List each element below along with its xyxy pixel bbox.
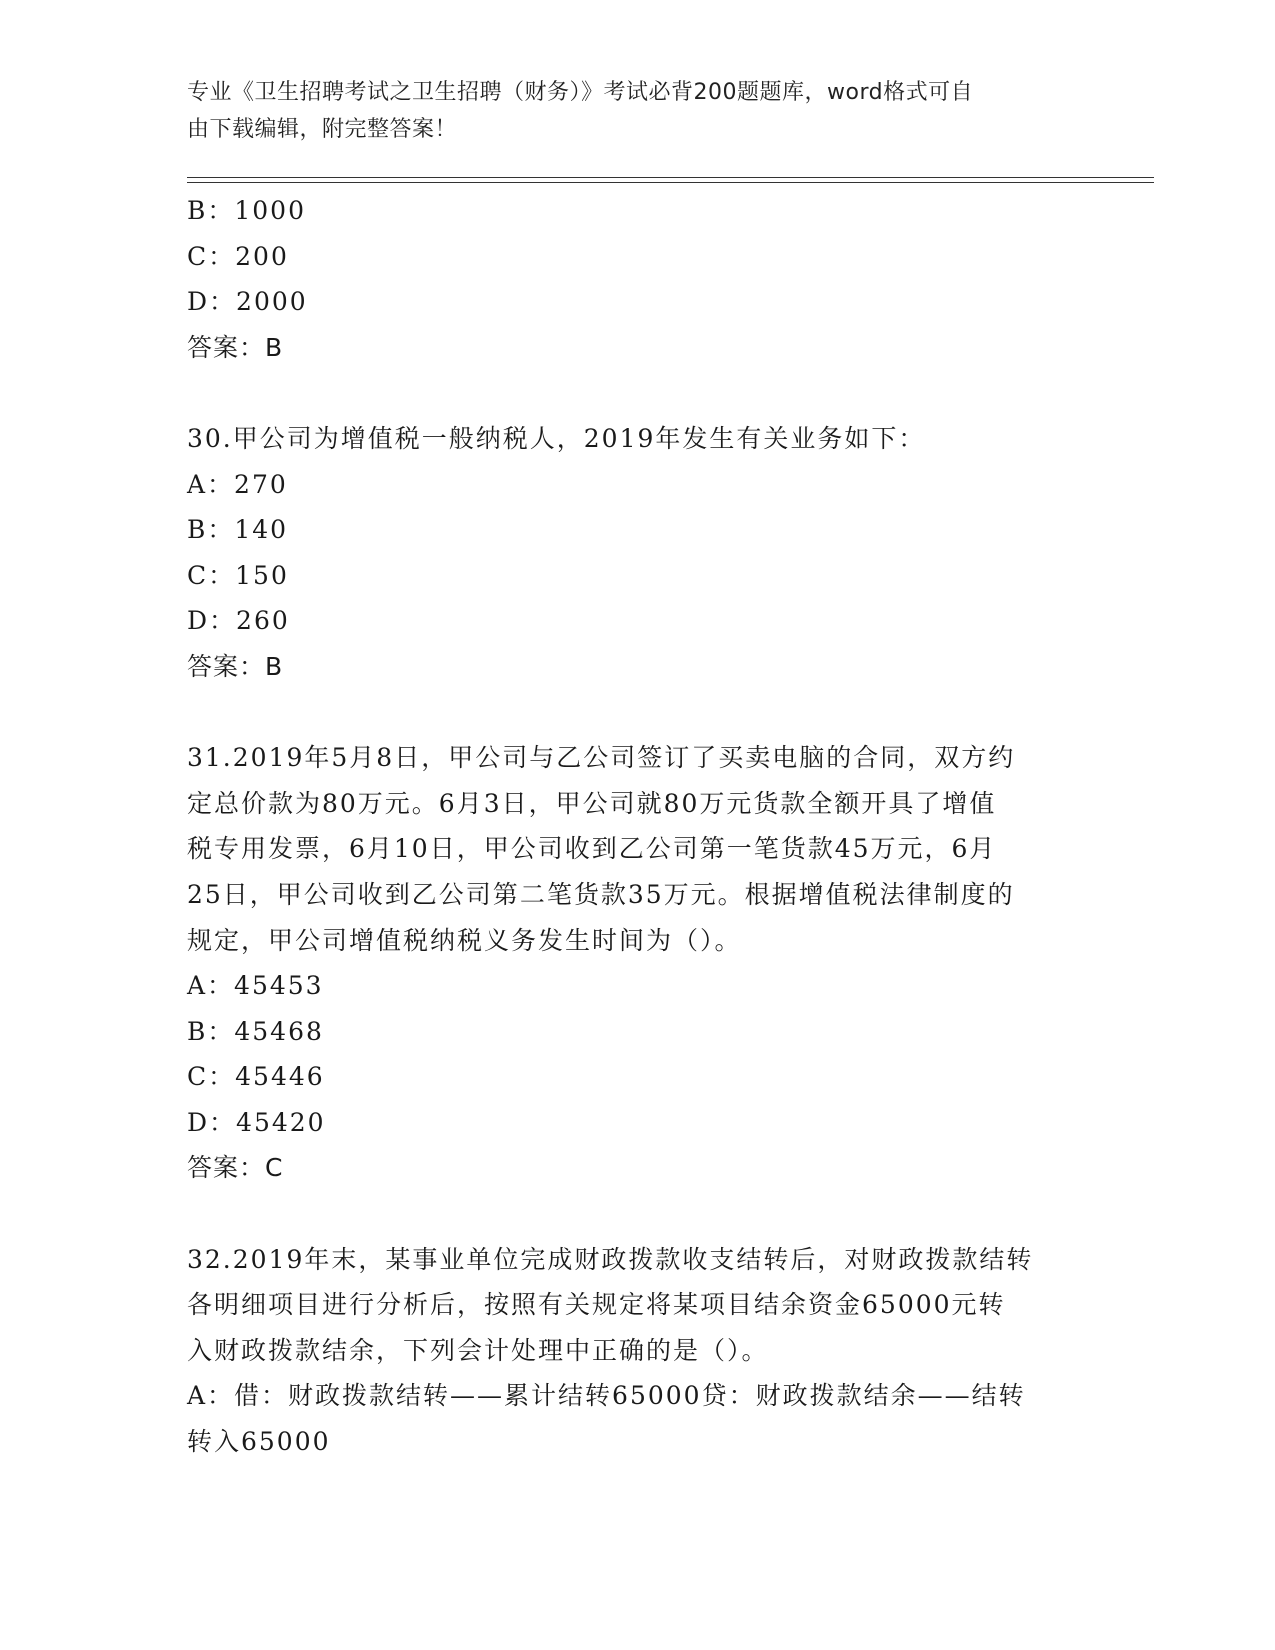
question-text-line-1: 31.2019年5月8日，甲公司与乙公司签订了买卖电脑的合同，双方约 bbox=[187, 743, 1016, 773]
question-text-line-5: 规定，甲公司增值税纳税义务发生时间为（）。 bbox=[187, 925, 742, 955]
option-b: B：45468 bbox=[187, 1016, 324, 1046]
option-d: D：2000 bbox=[187, 287, 308, 317]
question-text-line-3: 税专用发票，6月10日，甲公司收到乙公司第一笔货款45万元，6月 bbox=[187, 834, 997, 864]
document-body bbox=[187, 188, 1087, 1465]
header-line-2: 由下载编辑，附完整答案！ bbox=[187, 117, 458, 142]
option-d: D：45420 bbox=[187, 1107, 326, 1137]
question-29 bbox=[187, 188, 1087, 370]
option-a: A：45453 bbox=[187, 971, 324, 1001]
option-c: C：150 bbox=[187, 560, 289, 590]
question-30 bbox=[187, 416, 1087, 690]
answer: 答案：C bbox=[187, 1153, 284, 1183]
question-text-line-1: 32.2019年末，某事业单位完成财政拨款收支结转后，对财政拨款结转 bbox=[187, 1244, 1034, 1274]
option-a-line-2: 转入65000 bbox=[187, 1427, 331, 1457]
answer: 答案：B bbox=[187, 332, 284, 362]
question-text-line-2: 定总价款为80万元。6月3日，甲公司就80万元货款全额开具了增值 bbox=[187, 788, 997, 818]
document-header bbox=[187, 74, 1067, 148]
question-text-line-3: 入财政拨款结余，下列会计处理中正确的是（）。 bbox=[187, 1335, 769, 1365]
header-rule-top bbox=[187, 177, 1154, 178]
question-text-line-2: 各明细项目进行分析后，按照有关规定将某项目结余资金65000元转 bbox=[187, 1290, 1006, 1320]
header-line-1: 专业《卫生招聘考试之卫生招聘（财务）》考试必背200题题库，word格式可自 bbox=[187, 80, 974, 105]
header-rule-bottom bbox=[187, 182, 1154, 183]
option-d: D：260 bbox=[187, 606, 290, 636]
option-a-line-1: A：借：财政拨款结转——累计结转65000贷：财政拨款结余——结转 bbox=[187, 1381, 1026, 1411]
question-text-line-4: 25日，甲公司收到乙公司第二笔货款35万元。根据增值税法律制度的 bbox=[187, 879, 1015, 909]
question-32 bbox=[187, 1237, 1087, 1465]
option-b: B：1000 bbox=[187, 196, 306, 225]
question-text: 30.甲公司为增值税一般纳税人，2019年发生有关业务如下： bbox=[187, 423, 926, 453]
question-31 bbox=[187, 735, 1087, 1191]
option-c: C：45446 bbox=[187, 1062, 325, 1092]
option-c: C：200 bbox=[187, 241, 289, 271]
answer: 答案：B bbox=[187, 651, 284, 681]
option-a: A：270 bbox=[187, 469, 288, 499]
option-b: B：140 bbox=[187, 515, 289, 545]
